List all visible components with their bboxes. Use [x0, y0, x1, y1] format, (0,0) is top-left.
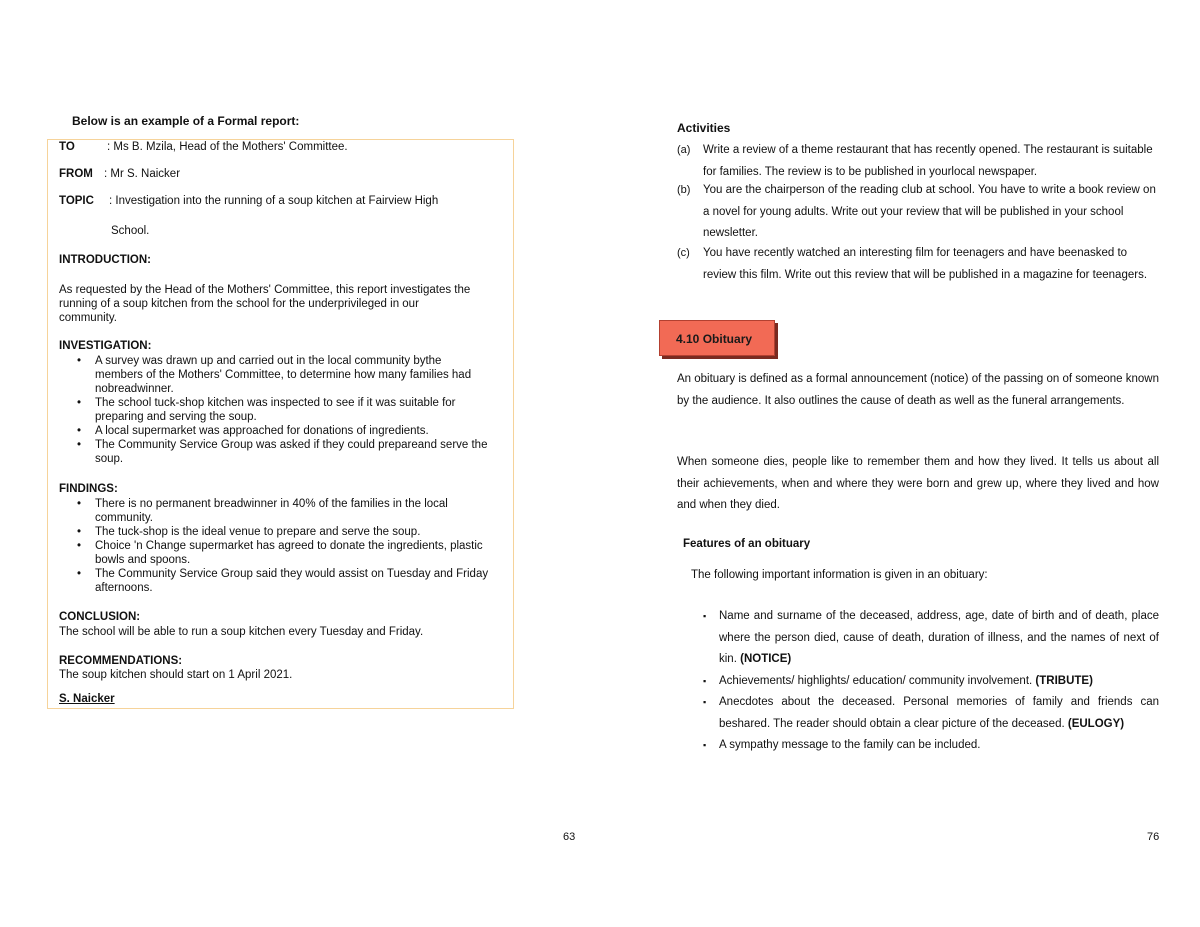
activity-text: You are the chairperson of the reading club at school. You have to write a book review on a novel for young adults. Write out your review that will be published in your school newsletter.: [703, 184, 1156, 239]
intro-title: Below is an example of a Formal report:: [72, 114, 300, 128]
feature-text: Achievements/ highlights/ education/ community involvement.: [719, 674, 1033, 687]
activity-marker: (b): [677, 184, 691, 196]
page-number-left: 63: [563, 831, 576, 843]
investigation-item: • The Community Service Group was asked if they could prepareand serve the soup.: [59, 438, 489, 466]
activity-b: [677, 180, 1157, 245]
topic-value-cont: School.: [111, 225, 150, 237]
to-line: [59, 141, 348, 153]
conclusion-heading: CONCLUSION:: [59, 611, 141, 623]
topic-label: TOPIC: [59, 195, 94, 207]
activity-marker: (a): [677, 144, 691, 156]
features-list: [703, 606, 1159, 757]
investigation-item: • A local supermarket was approached for donations of ingredients.: [59, 424, 489, 438]
introduction-text: As requested by the Head of the Mothers' Committee, this report investigates the running of a soup kitchen from the school for the underprivileged in our community.: [59, 284, 471, 324]
from-line: [59, 168, 180, 180]
investigation-heading: INVESTIGATION:: [59, 340, 152, 352]
findings-item: • The tuck-shop is the ideal venue to prepare and serve the soup.: [59, 525, 489, 539]
to-label: TO: [59, 141, 75, 153]
features-title: Features of an obituary: [683, 538, 811, 550]
findings-list: [59, 497, 489, 595]
findings-item: • There is no permanent breadwinner in 40% of the families in the local community.: [59, 497, 489, 525]
recommendations-text: The soup kitchen should start on 1 April 2021.: [59, 669, 293, 681]
conclusion-text: The school will be able to run a soup kitchen every Tuesday and Friday.: [59, 626, 424, 638]
activity-text: Write a review of a theme restaurant that has recently opened. The restaurant is suitable for families. The review is to be published in yourlocal newspaper.: [703, 144, 1153, 178]
feature-text: Anecdotes about the deceased. Personal memories of family and friends can beshared. The reader should obtain a clear picture of the deceased.: [719, 696, 1159, 730]
activity-a: [677, 140, 1157, 183]
feature-tag: (TRIBUTE): [1035, 674, 1093, 687]
to-value: : Ms B. Mzila, Head of the Mothers' Committee.: [107, 141, 348, 153]
feature-text: A sympathy message to the family can be included.: [719, 739, 981, 751]
signature: S. Naicker: [59, 693, 115, 705]
findings-heading: FINDINGS:: [59, 483, 118, 495]
introduction-heading: INTRODUCTION:: [59, 254, 151, 266]
feature-tag: (NOTICE): [740, 653, 792, 665]
investigation-list: [59, 354, 489, 466]
investigation-item: • The school tuck-shop kitchen was inspected to see if it was suitable for preparing and serving the soup.: [59, 396, 489, 424]
investigation-item: • A survey was drawn up and carried out in the local community bythe members of the Mothers' Committee, to determine how many families had nobreadwinner.: [59, 354, 489, 396]
topic-value: : Investigation into the running of a soup kitchen at Fairview High: [109, 195, 439, 207]
activities-title: Activities: [677, 121, 731, 135]
feature-text: Name and surname of the deceased, address, age, date of birth and of death, place where the person died, cause of death, duration of illness, and the names of next of kin.: [719, 610, 1159, 665]
topic-line: [59, 195, 438, 207]
recommendations-heading: RECOMMENDATIONS:: [59, 655, 183, 667]
findings-item: • The Community Service Group said they would assist on Tuesday and Friday afternoons.: [59, 567, 489, 595]
feature-item: [703, 606, 1159, 671]
features-intro: The following important information is given in an obituary:: [691, 569, 988, 581]
activity-marker: (c): [677, 247, 690, 259]
obituary-paragraph-2: When someone dies, people like to remember them and how they lived. It tells us about all their achievements, when and where they were born and grew up, where they lived and how and when they died.: [677, 456, 1159, 511]
activity-text: You have recently watched an interesting film for teenagers and have beenasked to review this film. Write out this review that will be published in a magazine for teenagers.: [703, 247, 1148, 281]
feature-tag: (EULOGY): [1067, 717, 1125, 730]
from-label: FROM: [59, 168, 93, 180]
section-heading: 4.10 Obituary: [659, 320, 775, 356]
feature-item: [703, 692, 1159, 735]
activity-c: [677, 243, 1157, 286]
findings-item: • Choice 'n Change supermarket has agreed to donate the ingredients, plastic bowls and spoons.: [59, 539, 489, 567]
from-value: : Mr S. Naicker: [104, 168, 181, 180]
feature-item: [703, 671, 1159, 693]
page-number-right: 76: [1147, 831, 1160, 843]
feature-item: [703, 735, 1159, 757]
obituary-paragraph-1: An obituary is defined as a formal announcement (notice) of the passing on of someone known by the audience. It also outlines the cause of death as well as the funeral arrangements.: [677, 373, 1160, 407]
